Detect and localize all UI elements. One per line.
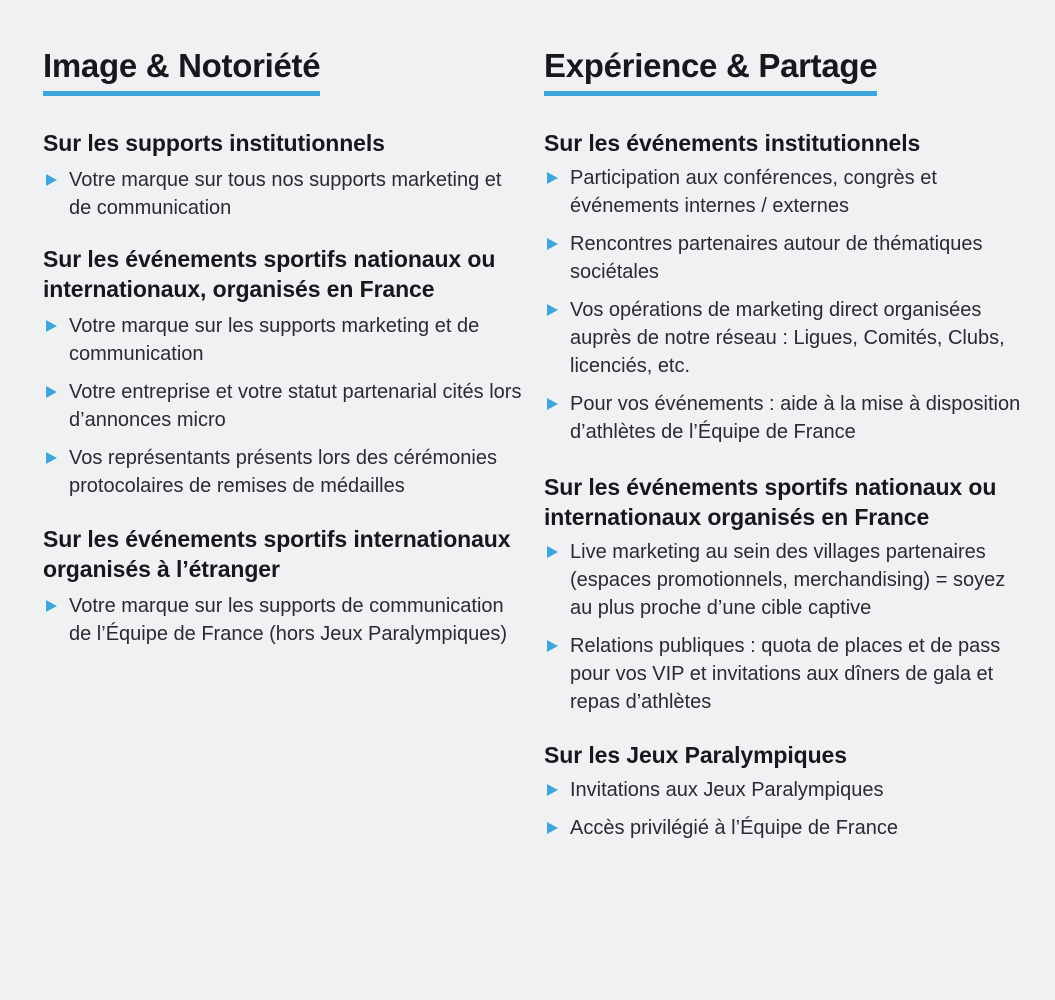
bullet-list xyxy=(43,312,523,500)
list-item xyxy=(544,230,1024,286)
triangle-right-icon xyxy=(547,784,558,796)
list-item xyxy=(43,166,523,222)
section-title: Sur les événements sportifs nationaux ou internationaux, organisés en France xyxy=(43,246,496,302)
section-jeux-paralympiques xyxy=(544,740,1024,842)
section-evenements-france xyxy=(43,244,523,500)
bullet-list xyxy=(43,166,523,222)
section-title: Sur les événements sportifs internationaux organisés à l’étranger xyxy=(43,526,511,582)
triangle-right-icon xyxy=(547,172,558,184)
list-item-text: Votre marque sur les supports marketing et de communication xyxy=(69,315,480,365)
list-item-text: Invitations aux Jeux Paralympiques xyxy=(570,779,884,801)
list-item-text: Votre marque sur tous nos supports marketing et de communication xyxy=(69,169,502,219)
list-item-text: Live marketing au sein des villages partenaires (espaces promotionnels, merchandising) = soyez au plus proche d’une cible captive xyxy=(570,541,1006,619)
list-item xyxy=(544,538,1024,622)
list-item-text: Vos opérations de marketing direct organisées auprès de notre réseau : Ligues, Comités, Clubs, licenciés, etc. xyxy=(570,299,1005,377)
list-item-text: Votre entreprise et votre statut partenarial cités lors d’annonces micro xyxy=(69,381,522,431)
list-item xyxy=(544,164,1024,220)
triangle-right-icon xyxy=(547,640,558,652)
bullet-list xyxy=(544,776,1024,842)
triangle-right-icon xyxy=(547,398,558,410)
section-evenements-institutionnels xyxy=(544,128,1024,446)
triangle-right-icon xyxy=(46,452,57,464)
list-item xyxy=(544,776,1024,804)
left-column xyxy=(43,46,523,658)
list-item xyxy=(544,296,1024,380)
list-item-text: Pour vos événements : aide à la mise à disposition d’athlètes de l’Équipe de France xyxy=(570,393,1021,443)
section-evenements-sportifs-france xyxy=(544,472,1024,716)
list-item-text: Relations publiques : quota de places et de pass pour vos VIP et invitations aux dîners de gala et repas d’athlètes xyxy=(570,635,1001,713)
column-title-experience-partage: Expérience & Partage xyxy=(544,46,877,96)
section-title: Sur les événements sportifs nationaux ou internationaux organisés en France xyxy=(544,474,997,530)
list-item xyxy=(544,390,1024,446)
list-item-text: Accès privilégié à l’Équipe de France xyxy=(570,817,898,839)
list-item xyxy=(43,378,523,434)
section-evenements-etranger xyxy=(43,524,523,648)
list-item-text: Rencontres partenaires autour de thématiques sociétales xyxy=(570,233,983,283)
list-item-text: Votre marque sur les supports de communication de l’Équipe de France (hors Jeux Paralympiques) xyxy=(69,595,507,645)
section-supports-institutionnels xyxy=(43,128,523,222)
list-item xyxy=(43,312,523,368)
triangle-right-icon xyxy=(46,600,57,612)
column-title-image-notoriete: Image & Notoriété xyxy=(43,46,320,96)
list-item-text: Participation aux conférences, congrès et événements internes / externes xyxy=(570,167,937,217)
bullet-list xyxy=(544,164,1024,446)
list-item xyxy=(43,444,523,500)
triangle-right-icon xyxy=(46,386,57,398)
list-item-text: Vos représentants présents lors des cérémonies protocolaires de remises de médailles xyxy=(69,447,497,497)
list-item xyxy=(43,592,523,648)
section-title: Sur les supports institutionnels xyxy=(43,130,385,156)
list-item xyxy=(544,814,1024,842)
triangle-right-icon xyxy=(547,822,558,834)
section-title: Sur les Jeux Paralympiques xyxy=(544,742,847,768)
bullet-list xyxy=(43,592,523,648)
triangle-right-icon xyxy=(547,546,558,558)
triangle-right-icon xyxy=(46,174,57,186)
list-item xyxy=(544,632,1024,716)
bullet-list xyxy=(544,538,1024,716)
triangle-right-icon xyxy=(547,304,558,316)
triangle-right-icon xyxy=(547,238,558,250)
section-title: Sur les événements institutionnels xyxy=(544,130,921,156)
right-column xyxy=(544,46,1024,852)
triangle-right-icon xyxy=(46,320,57,332)
